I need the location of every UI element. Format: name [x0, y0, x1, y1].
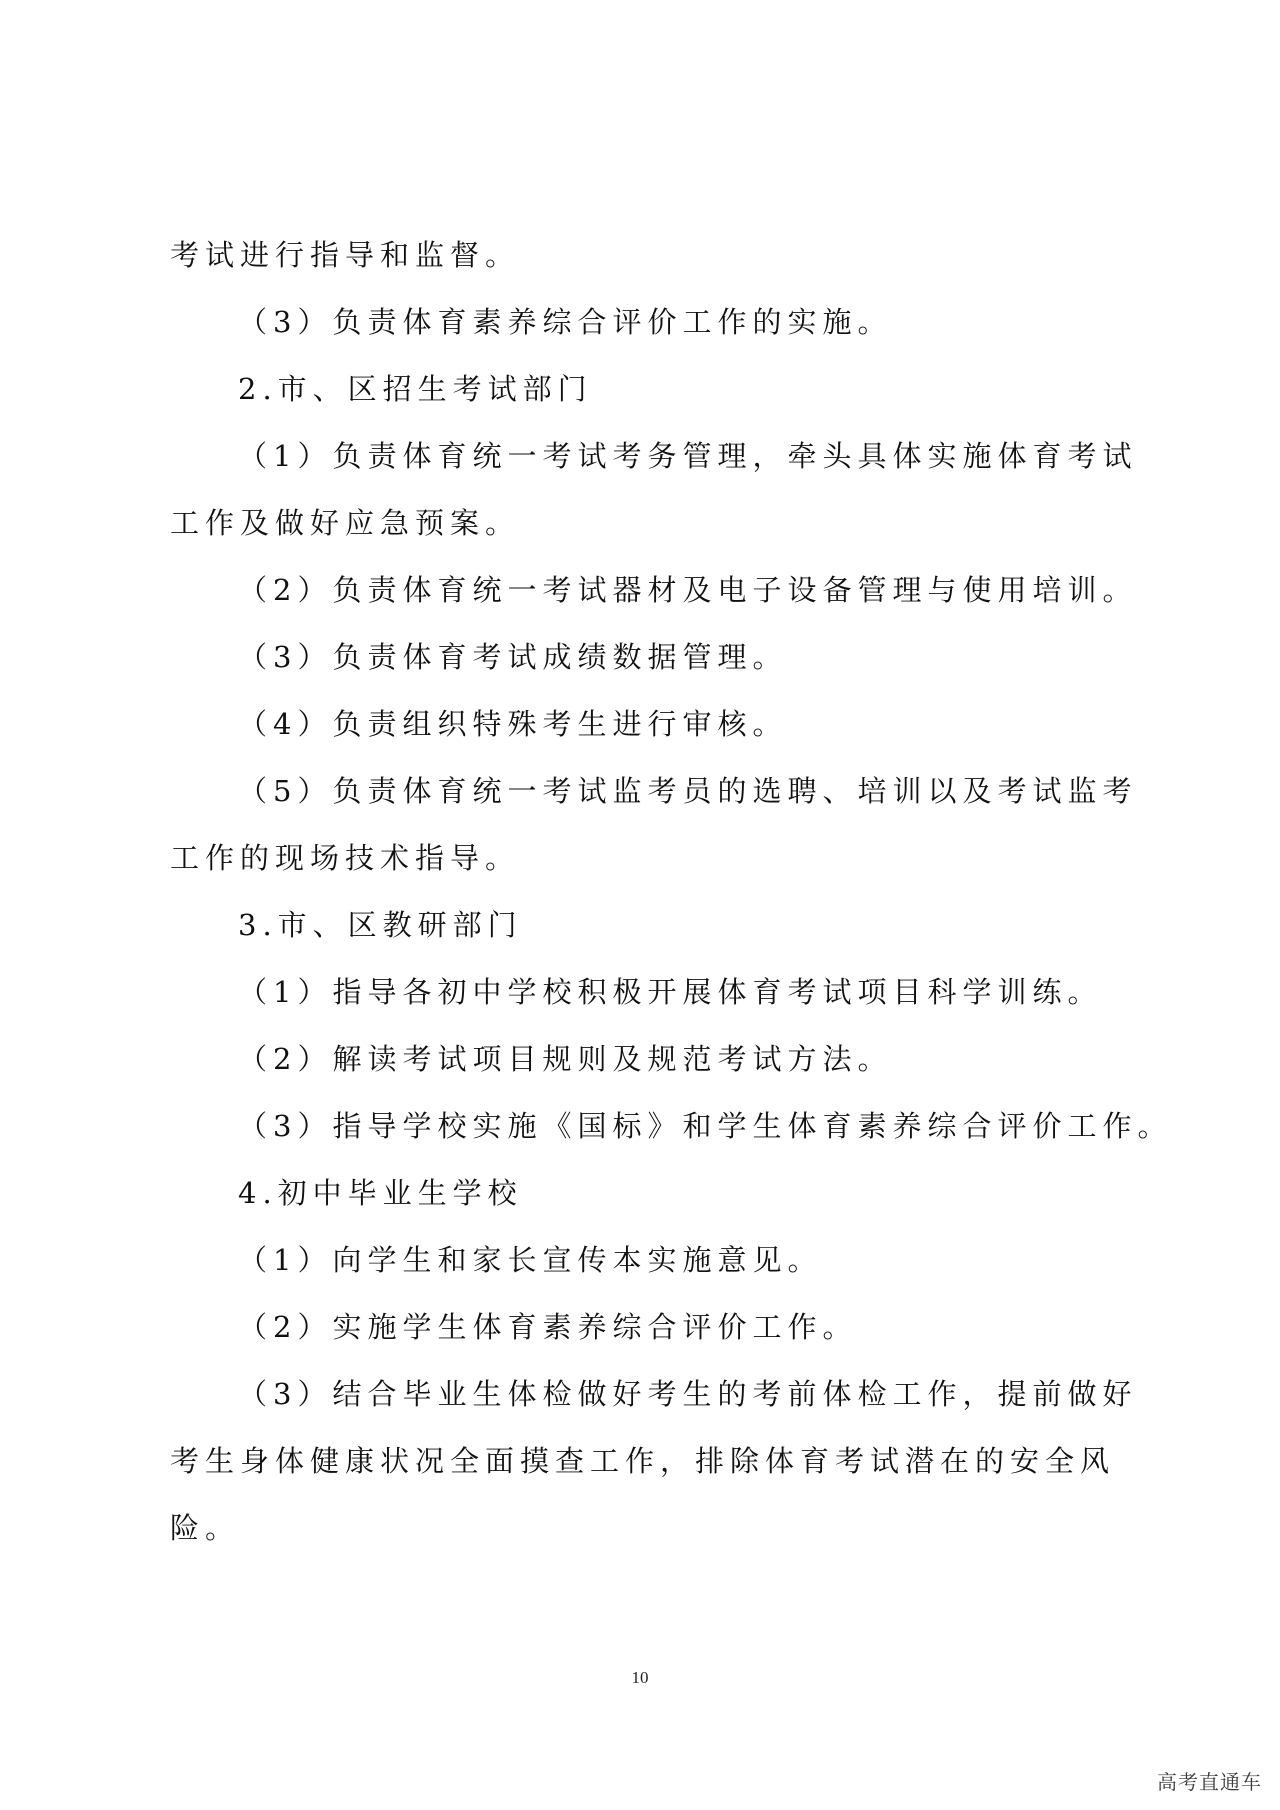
page-number: 10: [631, 1668, 649, 1687]
section-heading: 2.市、区招生考试部门: [238, 372, 593, 406]
paragraph: （1）指导各初中学校积极开展体育考试项目科学训练。: [238, 975, 1103, 1009]
paragraph: （1）负责体育统一考试考务管理，牵头具体实施体育考试: [238, 439, 1138, 473]
section-heading: 4.初中毕业生学校: [238, 1176, 523, 1210]
paragraph: （4）负责组织特殊考生进行审核。: [238, 707, 788, 741]
paragraph: （2）实施学生体育素养综合评价工作。: [238, 1310, 858, 1344]
paragraph: 考试进行指导和监督。: [170, 238, 521, 272]
watermark: 高考直通车: [1157, 1770, 1262, 1794]
paragraph: （5）负责体育统一考试监考员的选聘、培训以及考试监考: [238, 774, 1138, 808]
paragraph: （2）解读考试项目规则及规范考试方法。: [238, 1042, 893, 1076]
paragraph: （3）负责体育素养综合评价工作的实施。: [238, 305, 893, 339]
paragraph: 考生身体健康状况全面摸查工作，排除体育考试潜在的安全风: [170, 1444, 1116, 1478]
document-body: [170, 222, 1173, 1562]
paragraph: （3）结合毕业生体检做好考生的考前体检工作，提前做好: [238, 1377, 1138, 1411]
paragraph: 工作的现场技术指导。: [170, 841, 521, 875]
paragraph: 险。: [170, 1511, 241, 1545]
paragraph: （3）指导学校实施《国标》和学生体育素养综合评价工作。: [238, 1109, 1173, 1143]
paragraph: （3）负责体育考试成绩数据管理。: [238, 640, 788, 674]
section-heading: 3.市、区教研部门: [238, 908, 523, 942]
paragraph: （2）负责体育统一考试器材及电子设备管理与使用培训。: [238, 573, 1138, 607]
paragraph: （1）向学生和家长宣传本实施意见。: [238, 1243, 823, 1277]
paragraph: 工作及做好应急预案。: [170, 506, 521, 540]
